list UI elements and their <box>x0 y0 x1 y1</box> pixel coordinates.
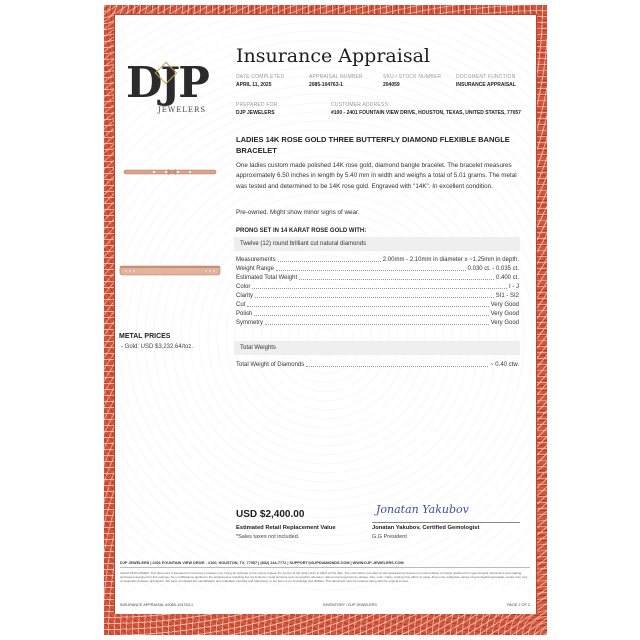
gemologist-signature: Jonatan Yakubov <box>376 503 469 516</box>
spec-row-polish <box>236 310 519 318</box>
spec-key: Symmetry <box>236 320 263 326</box>
bracelet-top-view-image <box>120 160 220 186</box>
spec-row-color <box>236 283 519 291</box>
prepared-for-label: PREPARED FOR: <box>236 102 280 108</box>
spec-value: Very Good <box>490 311 519 317</box>
signer-role: G.G President <box>372 534 407 540</box>
spec-row-clarity <box>236 292 519 300</box>
footer-appraisal-number: INSURANCE APPRAISAL #2085-104763-1 <box>120 603 194 607</box>
metal-prices-title: METAL PRICES <box>119 333 171 340</box>
gold-price: - Gold: USD $3,232.64/toz. <box>121 344 194 350</box>
signer-name: Jonatan Yakubov, Certified Gemologist <box>372 525 480 531</box>
spec-value: 0.030 ct. - 0.035 ct. <box>467 266 519 272</box>
spec-value: Very Good <box>490 302 519 308</box>
setting-heading: PRONG SET IN 14 KARAT ROSE GOLD WITH: <box>236 228 367 234</box>
meta-label-appraisal-number: APPRAISAL NUMBER <box>309 74 363 80</box>
spec-key: Estimated Total Weight <box>236 275 298 281</box>
item-heading: LADIES 14K ROSE GOLD THREE BUTTERFLY DIAMOND FLEXIBLE BANGLE BRACELET <box>236 135 510 155</box>
logo-subtitle: JEWELERS <box>158 106 207 114</box>
logo-letters: DJP <box>126 58 208 107</box>
footer-page-number: PAGE 2 OF 2 <box>507 603 530 607</box>
meta-label-document-function: DOCUMENT FUNCTION <box>456 74 516 80</box>
spec-key: Clarity <box>236 293 254 299</box>
spec-value: 2.00mm - 2.10mm in diameter x ~1.25mm in depth. <box>382 257 519 263</box>
customer-address-value: #100 - 2401 FOUNTAIN VIEW DRIVE, HOUSTON, TEXAS, UNITED STATES, 77057 <box>331 110 521 116</box>
footer-inventory: INVENTORY / DJP JEWELERS <box>323 603 377 607</box>
spec-value: I - J <box>509 284 519 290</box>
legal-disclaimer: LEGAL DISCLAIMER: This document is intended for insurance purposes only, being an estimate of the cost to replace the item(s) at full retail prices in effect at this date. The information recorded on this appraisal represents our interpretation of results obtained from gemological instruments and grading techniques designed for this purpose. Any modifications applied to the original piece including but not limited to metal structure and composition alteration, diamond and gemstones (shape, size, color, clarity, cutting) may affect its value. Due to the subjective nature of gemological appraisals, results may vary considerably between appraisers. We have completed this identification and evaluation carefully and objectively, to the best of our knowledge and abilities. This document must be retained along with the original invoice. <box>120 571 528 584</box>
spec-row-total-weight <box>236 361 519 369</box>
footer-bar <box>120 603 530 607</box>
meta-value-appraisal-number: 2085-104763-1 <box>309 82 343 88</box>
spec-row-symmetry <box>236 319 519 327</box>
spec-key: Total Weight of Diamonds <box>236 362 305 368</box>
footer-band <box>114 590 537 614</box>
condition-note: Pre-owned. Might show minor signs of wear. <box>236 209 360 216</box>
meta-value-date: APRIL 11, 2025 <box>236 82 272 88</box>
customer-address-label: CUSTOMER ADDRESS: <box>331 102 390 108</box>
tax-note: *Sales taxes not included. <box>236 534 300 540</box>
spec-key: Measurements <box>236 257 276 263</box>
spec-key: Polish <box>236 311 253 317</box>
spec-key: Color <box>236 284 251 290</box>
prepared-for-value: DJP JEWELERS <box>236 110 275 116</box>
spec-value: SI1 - SI2 <box>495 293 519 299</box>
meta-label-sku: SKU / STOCK NUMBER <box>383 74 442 80</box>
spec-value: 0.400 ct. <box>495 275 519 281</box>
spec-value: Very Good <box>490 320 519 326</box>
appraised-value-label: Estimated Retail Replacement Value <box>236 525 336 531</box>
spec-key: Weight Range <box>236 266 274 272</box>
spec-row-measurements <box>236 256 519 264</box>
totals-band: Total Weights <box>234 341 520 355</box>
spec-row-estimated-total-weight <box>236 274 519 282</box>
spec-key: Cut <box>236 302 246 308</box>
spec-row-weight-range <box>236 265 519 273</box>
meta-value-document-function: INSURANCE APPRAISAL <box>456 82 516 88</box>
appraised-value: USD $2,400.00 <box>236 509 305 520</box>
item-description: One ladies custom made polished 14K rose gold, diamond bangle bracelet. The bracelet measures approximately 6.50 inches in length by 5.40 mm in width and weighs a total of 5.01 grams. The metal was tested and determined to be 14K rose gold. Engraved with "14K". In excellent condition. <box>236 162 517 190</box>
footer-divider <box>120 567 530 568</box>
bracelet-side-view-image <box>118 256 222 286</box>
meta-value-sku: 204059 <box>383 82 400 88</box>
spec-row-cut <box>236 301 519 309</box>
signature-line <box>372 522 520 523</box>
company-logo <box>124 56 214 120</box>
spec-value: ~ 0.40 ctw. <box>490 362 519 368</box>
page-title: Insurance Appraisal <box>236 45 430 67</box>
meta-label-date: DATE COMPLETED <box>236 74 285 80</box>
stones-band: Twelve (12) round brilliant cut natural diamonds <box>234 237 520 251</box>
footer-contact: DJP JEWELERS | 2401 FOUNTAIN VIEW DRIVE - #100, HOUSTON, TX, 77057 | (832) 244-7772 | SUPPORT@DJPDIAMONDS.COM | WWW.DJP-JEWELERS.COM <box>120 561 404 565</box>
